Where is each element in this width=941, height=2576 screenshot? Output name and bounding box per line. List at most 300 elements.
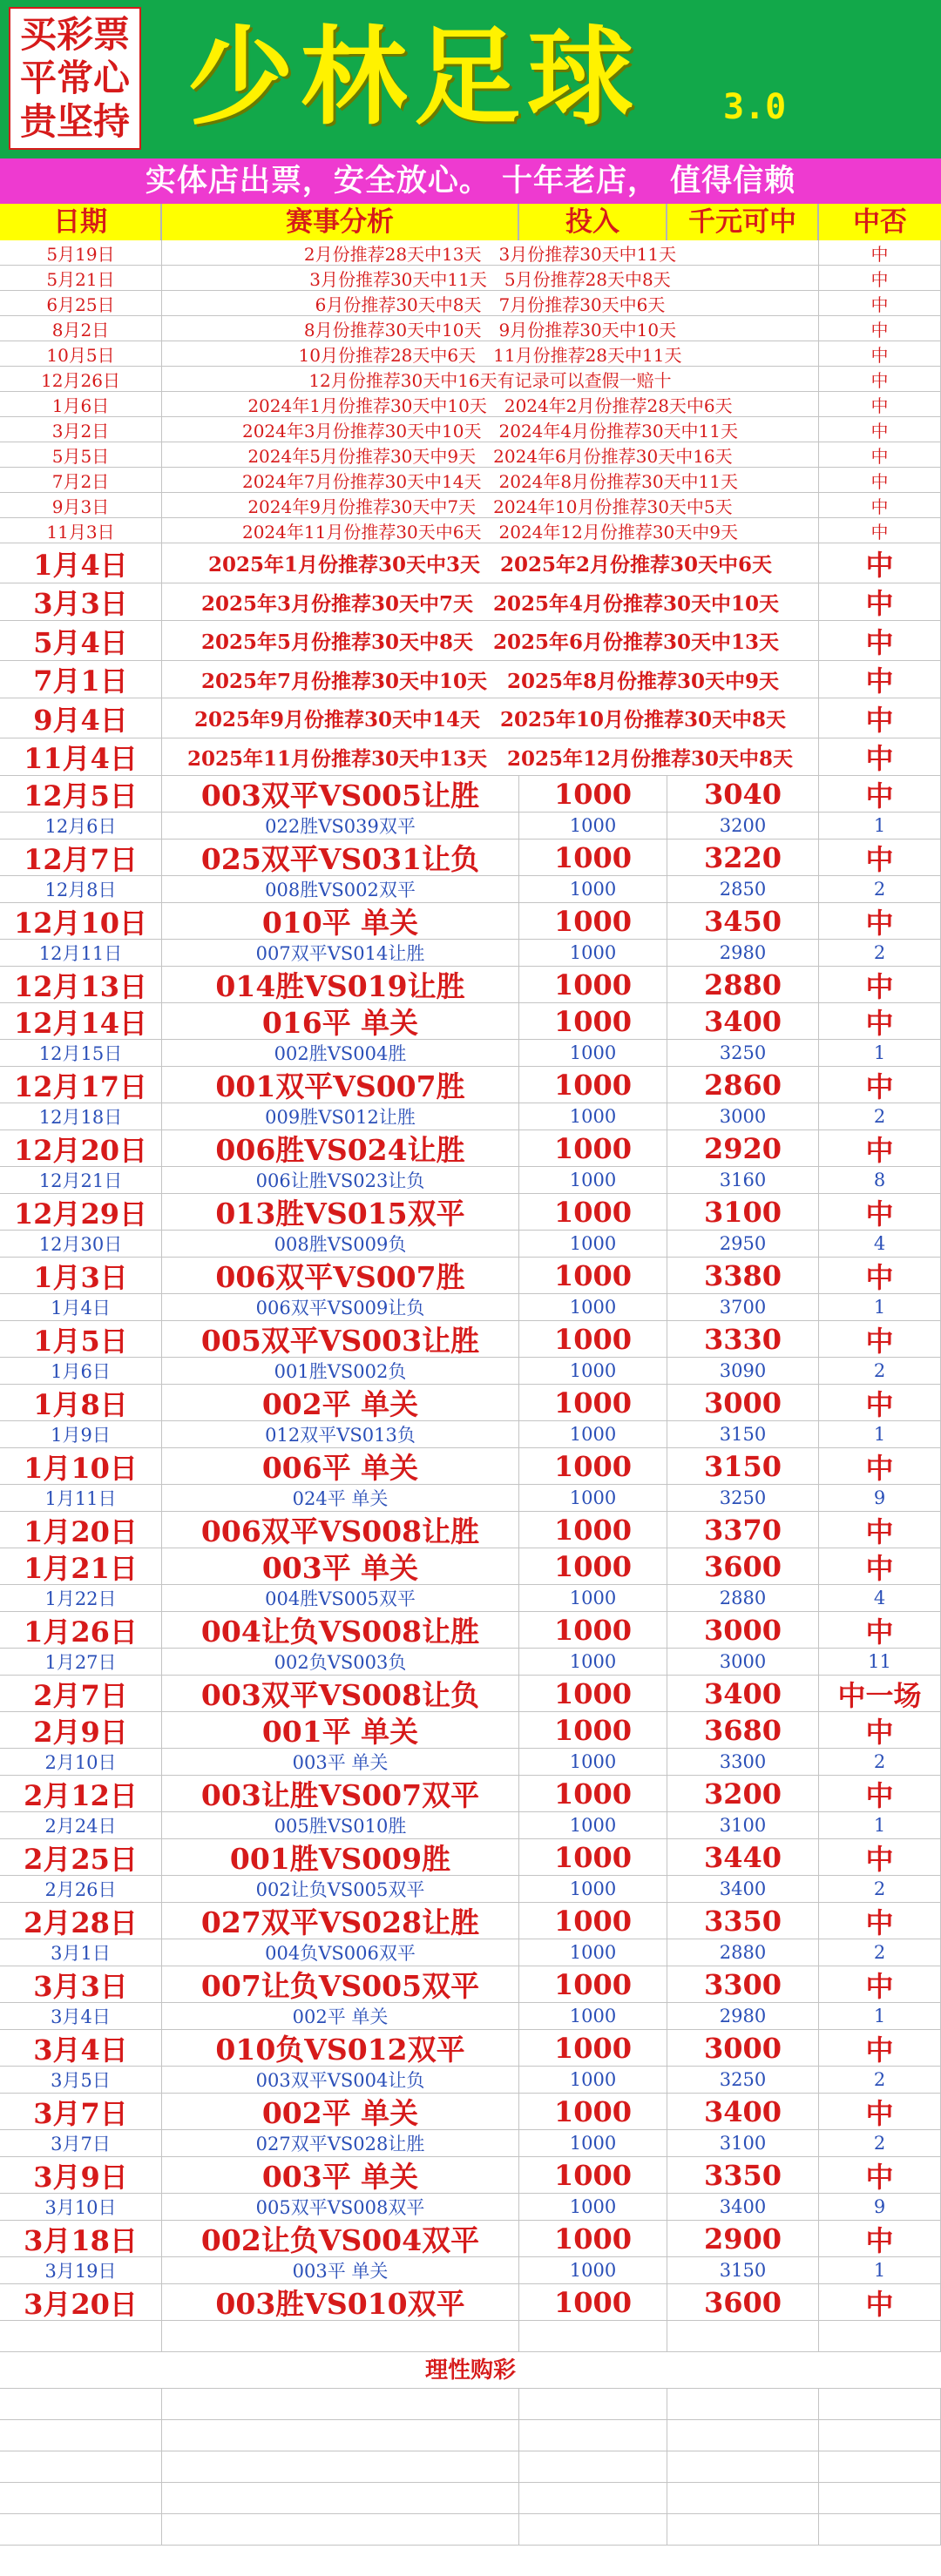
row-date: 6月25日 (0, 291, 162, 315)
row-date: 1月5日 (0, 1321, 162, 1357)
row-date: 1月6日 (0, 1358, 162, 1384)
empty-cell (162, 2420, 519, 2451)
table-header (0, 204, 941, 240)
row-hit: 中 (819, 2030, 941, 2066)
row-analysis: 003双平VS005让胜 (162, 776, 519, 812)
row-return: 3150 (667, 2257, 819, 2283)
row-stake: 1000 (519, 1812, 667, 1838)
row-stake: 1000 (519, 876, 667, 902)
row-date: 9月4日 (0, 698, 162, 738)
row-return: 3000 (667, 1649, 819, 1675)
row-stake: 1000 (519, 1130, 667, 1166)
row-date: 5月21日 (0, 266, 162, 290)
row-return: 3400 (667, 1676, 819, 1711)
row-stake: 1000 (519, 1612, 667, 1648)
row-stake: 1000 (519, 940, 667, 966)
monthly-summary-row (0, 583, 941, 621)
monthly-summary-row (0, 240, 941, 266)
row-date: 7月1日 (0, 661, 162, 698)
row-date: 12月26日 (0, 367, 162, 391)
footer-row (0, 2352, 941, 2389)
row-return: 3250 (667, 2067, 819, 2093)
row-hit: 中 (819, 442, 941, 467)
empty-cell (0, 2420, 162, 2451)
row-hit: 中 (819, 2221, 941, 2256)
row-analysis: 007让负VS005双平 (162, 1966, 519, 2002)
row-hit: 1 (819, 1294, 941, 1320)
badge-line-1: 买彩票 (19, 13, 130, 56)
row-hit: 中 (819, 1548, 941, 1584)
row-analysis: 010平 单关 (162, 903, 519, 939)
row-stake: 1000 (519, 1512, 667, 1548)
row-analysis: 005胜VS010胜 (162, 1812, 519, 1838)
row-return: 3600 (667, 2284, 819, 2320)
results-table (0, 240, 941, 2546)
row-stake: 1000 (519, 1448, 667, 1484)
row-hit: 中 (819, 967, 941, 1002)
row-analysis: 004负VS006双平 (162, 1939, 519, 1966)
empty-cell (162, 2389, 519, 2419)
match-row (0, 1421, 941, 1448)
row-analysis: 006让胜VS023让负 (162, 1167, 519, 1193)
empty-cell (0, 2321, 162, 2351)
row-date: 2月26日 (0, 1876, 162, 1902)
row-return: 3370 (667, 1512, 819, 1548)
row-hit: 中 (819, 1776, 941, 1811)
row-return: 3220 (667, 840, 819, 875)
row-stake: 1000 (519, 967, 667, 1002)
row-analysis: 2024年1月份推荐30天中10天 2024年2月份推荐28天中6天 (162, 392, 819, 416)
row-hit: 中 (819, 621, 941, 660)
match-row (0, 1712, 941, 1749)
row-return: 2850 (667, 876, 819, 902)
column-header-return: 千元可中 (667, 204, 819, 240)
row-stake: 1000 (519, 1385, 667, 1420)
row-analysis: 007双平VS014让胜 (162, 940, 519, 966)
row-analysis: 2025年3月份推荐30天中7天 2025年4月份推荐30天中10天 (162, 583, 819, 620)
row-analysis: 022胜VS039双平 (162, 813, 519, 839)
row-analysis: 001双平VS007胜 (162, 1067, 519, 1103)
monthly-summary-row (0, 442, 941, 468)
empty-cell (667, 2514, 819, 2545)
match-row (0, 1358, 941, 1385)
row-analysis: 003平 单关 (162, 1548, 519, 1584)
empty-cell (819, 2389, 941, 2419)
empty-cell (819, 2483, 941, 2513)
row-analysis: 2024年5月份推荐30天中9天 2024年6月份推荐30天中16天 (162, 442, 819, 467)
version-label: 3.0 (723, 87, 787, 127)
row-date: 5月19日 (0, 240, 162, 265)
column-header-analysis: 赛事分析 (162, 204, 519, 240)
row-hit: 1 (819, 2003, 941, 2029)
row-return: 3700 (667, 1294, 819, 1320)
row-hit: 中 (819, 1194, 941, 1230)
row-hit: 2 (819, 876, 941, 902)
badge-line-2: 平常心 (19, 57, 130, 99)
match-row (0, 1103, 941, 1130)
match-row (0, 876, 941, 903)
row-stake: 1000 (519, 1067, 667, 1103)
match-row (0, 2094, 941, 2130)
match-row (0, 2003, 941, 2030)
row-hit: 中 (819, 1067, 941, 1103)
row-date: 12月13日 (0, 967, 162, 1002)
row-date: 7月2日 (0, 468, 162, 492)
row-return: 3000 (667, 1103, 819, 1130)
row-analysis: 009胜VS012让胜 (162, 1103, 519, 1130)
row-analysis: 016平 单关 (162, 1003, 519, 1039)
monthly-summary-row (0, 698, 941, 738)
column-header-date: 日期 (0, 204, 162, 240)
row-hit: 2 (819, 940, 941, 966)
match-row (0, 1321, 941, 1358)
row-hit: 中 (819, 1130, 941, 1166)
row-stake: 1000 (519, 1103, 667, 1130)
empty-cell (162, 2483, 519, 2513)
row-date: 12月20日 (0, 1130, 162, 1166)
row-stake: 1000 (519, 2003, 667, 2029)
row-stake: 1000 (519, 1003, 667, 1039)
row-hit: 中 (819, 698, 941, 738)
row-return: 2980 (667, 940, 819, 966)
row-analysis: 024平 单关 (162, 1485, 519, 1511)
row-hit: 11 (819, 1649, 941, 1675)
empty-cell (519, 2514, 667, 2545)
row-hit: 中 (819, 1612, 941, 1648)
match-row (0, 1676, 941, 1712)
row-analysis: 001平 单关 (162, 1712, 519, 1748)
column-header-hit: 中否 (853, 206, 907, 238)
shop-slogan: 实体店出票，安全放心。 十年老店， 值得信赖 (0, 158, 941, 204)
row-analysis: 10月份推荐28天中6天 11月份推荐28天中11天 (162, 341, 819, 366)
row-hit: 中 (819, 661, 941, 698)
empty-cell (819, 2514, 941, 2545)
monthly-summary-row (0, 316, 941, 341)
row-hit: 中 (819, 392, 941, 416)
row-hit: 9 (819, 1485, 941, 1511)
row-analysis: 6月份推荐30天中8天 7月份推荐30天中6天 (162, 291, 819, 315)
row-analysis: 002让负VS005双平 (162, 1876, 519, 1902)
row-analysis: 001胜VS002负 (162, 1358, 519, 1384)
row-date: 5月4日 (0, 621, 162, 660)
row-analysis: 2024年3月份推荐30天中10天 2024年4月份推荐30天中11天 (162, 417, 819, 442)
empty-cell (819, 2321, 941, 2351)
row-hit: 中一场 (819, 1676, 941, 1711)
empty-cell (819, 2420, 941, 2451)
row-date: 3月2日 (0, 417, 162, 442)
match-row (0, 1067, 941, 1103)
row-date: 2月7日 (0, 1676, 162, 1711)
row-hit: 1 (819, 813, 941, 839)
row-date: 3月5日 (0, 2067, 162, 2093)
row-hit: 中 (819, 1712, 941, 1748)
row-stake: 1000 (519, 1903, 667, 1939)
row-return: 3380 (667, 1258, 819, 1293)
row-analysis: 013胜VS015双平 (162, 1194, 519, 1230)
row-analysis: 2025年7月份推荐30天中10天 2025年8月份推荐30天中9天 (162, 661, 819, 698)
row-hit: 中 (819, 1903, 941, 1939)
match-row (0, 1548, 941, 1585)
monthly-summary-row (0, 291, 941, 316)
empty-cell (0, 2514, 162, 2545)
row-analysis: 2024年11月份推荐30天中6天 2024年12月份推荐30天中9天 (162, 518, 819, 543)
row-stake: 1000 (519, 2030, 667, 2066)
row-analysis: 8月份推荐30天中10天 9月份推荐30天中10天 (162, 316, 819, 341)
monthly-summary-row (0, 341, 941, 367)
row-date: 2月24日 (0, 1812, 162, 1838)
row-return: 3400 (667, 1876, 819, 1902)
row-analysis: 002让负VS004双平 (162, 2221, 519, 2256)
row-return: 3350 (667, 2157, 819, 2193)
row-date: 3月10日 (0, 2194, 162, 2220)
empty-cell (0, 2389, 162, 2419)
row-hit: 中 (819, 2094, 941, 2129)
row-date: 1月8日 (0, 1385, 162, 1420)
match-row (0, 2194, 941, 2221)
row-stake: 1000 (519, 1712, 667, 1748)
row-date: 3月9日 (0, 2157, 162, 2193)
row-return: 2860 (667, 1067, 819, 1103)
row-stake: 1000 (519, 2221, 667, 2256)
row-analysis: 003双平VS004让负 (162, 2067, 519, 2093)
row-stake: 1000 (519, 1749, 667, 1775)
match-row (0, 1485, 941, 1512)
footer-text: 理性购彩 (424, 2357, 516, 2384)
row-return: 3400 (667, 2194, 819, 2220)
row-return: 2920 (667, 1130, 819, 1166)
row-date: 12月17日 (0, 1067, 162, 1103)
empty-row (0, 2389, 941, 2420)
empty-cell (819, 2451, 941, 2482)
row-date: 1月3日 (0, 1258, 162, 1293)
row-analysis: 2月份推荐28天中13天 3月份推荐30天中11天 (162, 240, 819, 265)
row-hit: 中 (819, 1258, 941, 1293)
row-return: 3680 (667, 1712, 819, 1748)
row-hit: 中 (819, 468, 941, 492)
row-date: 10月5日 (0, 341, 162, 366)
empty-cell (667, 2321, 819, 2351)
row-stake: 1000 (519, 1294, 667, 1320)
row-date: 5月5日 (0, 442, 162, 467)
row-date: 12月15日 (0, 1040, 162, 1066)
match-row (0, 903, 941, 940)
match-row (0, 2257, 941, 2284)
row-analysis: 003平 单关 (162, 2157, 519, 2193)
row-hit: 中 (819, 1966, 941, 2002)
match-row (0, 1194, 941, 1231)
row-date: 12月14日 (0, 1003, 162, 1039)
row-date: 12月18日 (0, 1103, 162, 1130)
row-analysis: 005双平VS008双平 (162, 2194, 519, 2220)
row-hit: 中 (819, 583, 941, 620)
row-date: 12月30日 (0, 1231, 162, 1257)
row-stake: 1000 (519, 1194, 667, 1230)
row-analysis: 002负VS003负 (162, 1649, 519, 1675)
row-return: 2980 (667, 2003, 819, 2029)
row-stake: 1000 (519, 1231, 667, 1257)
row-return: 3000 (667, 1385, 819, 1420)
empty-row (0, 2420, 941, 2451)
row-analysis: 008胜VS009负 (162, 1231, 519, 1257)
row-return: 3200 (667, 1776, 819, 1811)
match-row (0, 2130, 941, 2157)
row-date: 2月9日 (0, 1712, 162, 1748)
row-analysis: 002平 单关 (162, 2003, 519, 2029)
row-stake: 1000 (519, 1040, 667, 1066)
row-hit: 4 (819, 1585, 941, 1611)
row-stake: 1000 (519, 1649, 667, 1675)
empty-cell (0, 2451, 162, 2482)
row-return: 3300 (667, 1749, 819, 1775)
row-date: 1月27日 (0, 1649, 162, 1675)
row-date: 3月7日 (0, 2130, 162, 2156)
row-return: 3040 (667, 776, 819, 812)
row-analysis: 2025年5月份推荐30天中8天 2025年6月份推荐30天中13天 (162, 621, 819, 660)
row-date: 3月4日 (0, 2003, 162, 2029)
row-analysis: 010负VS012双平 (162, 2030, 519, 2066)
match-row (0, 1040, 941, 1067)
match-row (0, 2221, 941, 2257)
row-stake: 1000 (519, 1421, 667, 1447)
match-row (0, 1003, 941, 1040)
row-hit: 1 (819, 1040, 941, 1066)
row-analysis: 027双平VS028让胜 (162, 1903, 519, 1939)
row-hit: 中 (819, 1321, 941, 1357)
row-hit: 2 (819, 1103, 941, 1130)
row-analysis: 003双平VS008让负 (162, 1676, 519, 1711)
row-stake: 1000 (519, 776, 667, 812)
monthly-summary-row (0, 621, 941, 661)
match-row (0, 1448, 941, 1485)
row-analysis: 008胜VS002双平 (162, 876, 519, 902)
match-row (0, 1903, 941, 1939)
row-stake: 1000 (519, 2257, 667, 2283)
row-date: 3月3日 (0, 1966, 162, 2002)
row-date: 1月4日 (0, 1294, 162, 1320)
row-date: 1月20日 (0, 1512, 162, 1548)
row-stake: 1000 (519, 2157, 667, 2193)
row-hit: 9 (819, 2194, 941, 2220)
row-stake: 1000 (519, 903, 667, 939)
row-hit: 中 (819, 2157, 941, 2193)
row-date: 2月10日 (0, 1749, 162, 1775)
row-hit: 中 (819, 518, 941, 543)
row-date: 9月3日 (0, 493, 162, 517)
row-date: 11月4日 (0, 738, 162, 775)
row-analysis: 004让负VS008让胜 (162, 1612, 519, 1648)
row-stake: 1000 (519, 1939, 667, 1966)
monthly-summary-row (0, 493, 941, 518)
empty-cell (519, 2420, 667, 2451)
row-stake: 1000 (519, 1358, 667, 1384)
row-analysis: 005双平VS003让胜 (162, 1321, 519, 1357)
row-date: 12月10日 (0, 903, 162, 939)
row-return: 3400 (667, 1003, 819, 1039)
row-return: 3300 (667, 1966, 819, 2002)
match-row (0, 1649, 941, 1676)
row-hit: 2 (819, 1939, 941, 1966)
row-analysis: 2025年1月份推荐30天中3天 2025年2月份推荐30天中6天 (162, 543, 819, 583)
row-hit: 中 (819, 417, 941, 442)
match-row (0, 2067, 941, 2094)
row-hit: 中 (819, 840, 941, 875)
row-date: 1月22日 (0, 1585, 162, 1611)
row-return: 2880 (667, 1939, 819, 1966)
row-date: 1月21日 (0, 1548, 162, 1584)
row-analysis: 001胜VS009胜 (162, 1839, 519, 1875)
empty-cell (519, 2451, 667, 2482)
row-return: 3400 (667, 2094, 819, 2129)
match-row (0, 1839, 941, 1876)
row-hit: 中 (819, 367, 941, 391)
row-return: 2880 (667, 1585, 819, 1611)
row-date: 3月18日 (0, 2221, 162, 2256)
row-date: 2月12日 (0, 1776, 162, 1811)
row-analysis: 012双平VS013负 (162, 1421, 519, 1447)
row-analysis: 3月份推荐30天中11天 5月份推荐28天中8天 (162, 266, 819, 290)
monthly-summary-row (0, 661, 941, 698)
row-analysis: 004胜VS005双平 (162, 1585, 519, 1611)
row-hit: 4 (819, 1231, 941, 1257)
row-stake: 1000 (519, 840, 667, 875)
row-date: 1月4日 (0, 543, 162, 583)
row-return: 3000 (667, 2030, 819, 2066)
row-hit: 中 (819, 903, 941, 939)
match-row (0, 940, 941, 967)
row-hit: 中 (819, 1512, 941, 1548)
match-row (0, 1585, 941, 1612)
empty-row (0, 2321, 941, 2352)
match-row (0, 1749, 941, 1776)
row-analysis: 002平 单关 (162, 2094, 519, 2129)
row-stake: 1000 (519, 2194, 667, 2220)
match-row (0, 1812, 941, 1839)
row-hit: 2 (819, 2130, 941, 2156)
row-date: 1月6日 (0, 392, 162, 416)
match-row (0, 840, 941, 876)
row-date: 12月21日 (0, 1167, 162, 1193)
row-return: 3090 (667, 1358, 819, 1384)
header-banner (0, 0, 941, 158)
row-stake: 1000 (519, 1776, 667, 1811)
match-row (0, 1258, 941, 1294)
row-hit: 中 (819, 1003, 941, 1039)
match-row (0, 2030, 941, 2067)
empty-cell (0, 2483, 162, 2513)
match-row (0, 1876, 941, 1903)
row-analysis: 027双平VS028让胜 (162, 2130, 519, 2156)
monthly-summary-row (0, 518, 941, 543)
row-hit: 1 (819, 1812, 941, 1838)
row-analysis: 003胜VS010双平 (162, 2284, 519, 2320)
row-return: 3100 (667, 2130, 819, 2156)
row-stake: 1000 (519, 2284, 667, 2320)
row-date: 3月3日 (0, 583, 162, 620)
match-row (0, 813, 941, 840)
row-hit: 中 (819, 2284, 941, 2320)
row-stake: 1000 (519, 1485, 667, 1511)
empty-cell (162, 2321, 519, 2351)
match-row (0, 1612, 941, 1649)
row-analysis: 025双平VS031让负 (162, 840, 519, 875)
row-analysis: 2024年9月份推荐30天中7天 2024年10月份推荐30天中5天 (162, 493, 819, 517)
monthly-summary-row (0, 417, 941, 442)
row-date: 2月28日 (0, 1903, 162, 1939)
row-return: 2900 (667, 2221, 819, 2256)
row-return: 3600 (667, 1548, 819, 1584)
row-return: 3100 (667, 1812, 819, 1838)
row-date: 2月25日 (0, 1839, 162, 1875)
